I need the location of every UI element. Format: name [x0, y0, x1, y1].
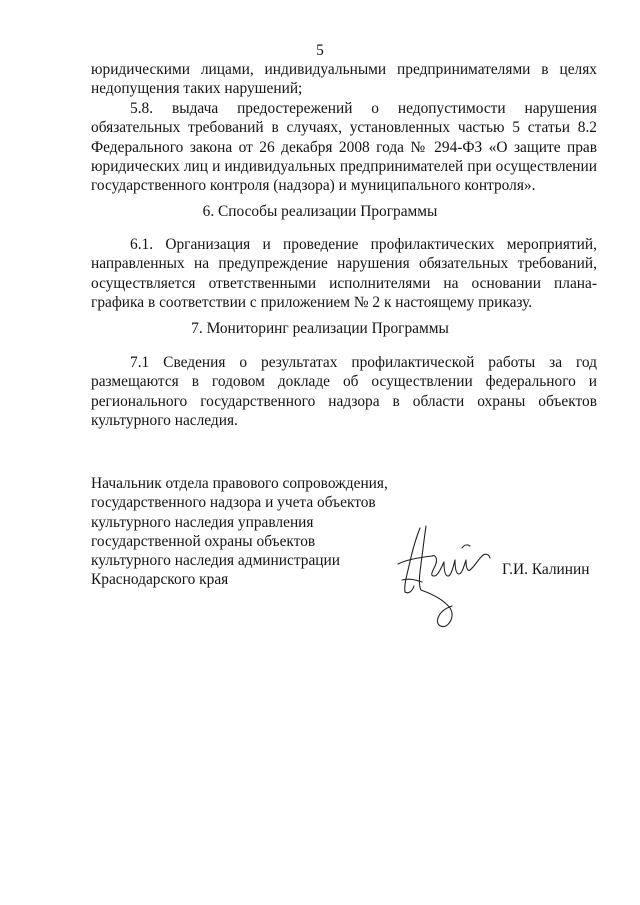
- signatory-title-line: культурного наследия администрации: [91, 552, 340, 570]
- signatory-title-line: Краснодарского края: [91, 571, 229, 589]
- handwritten-signature: [392, 520, 494, 632]
- paragraph-5-8: 5.8. выдача предостережений о недопустимости нарушения обязательных требований в случаях, установленных частью 5 статьи 8.2 Федерального закона от 26 декабря 2008 года № 294-ФЗ «О защите прав юридических лиц и индивидуальных предпринимателей при осуществлении государственного контроля (надзора) и муниципального контроля».: [91, 100, 597, 195]
- signatory-title-line: государственной охраны объектов: [91, 532, 316, 550]
- section-7-heading: 7. Мониторинг реализации Программы: [191, 320, 449, 337]
- paragraph-continuation: юридическими лицами, индивидуальными предпринимателями в целях недопущения таких нарушений;: [91, 61, 597, 98]
- signatory-title: [91, 474, 411, 590]
- signatory-title-line: Начальник отдела правового сопровождения,: [91, 475, 388, 492]
- signatory-name: Г.И. Калинин: [502, 561, 590, 578]
- section-6-heading: 6. Способы реализации Программы: [202, 203, 438, 220]
- paragraph-6-1: 6.1. Организация и проведение профилактических мероприятий, направленных на предупреждение нарушения обязательных требований, осуществляется ответственными исполнителями на основании плана-графика в соответствии с приложением № 2 к настоящему приказу.: [91, 236, 597, 311]
- signatory-title-line: культурного наследия управления: [91, 513, 314, 531]
- paragraph-7-1: 7.1 Сведения о результатах профилактической работы за год размещаются в годовом докладе об осуществлении федерального и регионального государственного надзора в области охраны объектов культурного наследия.: [91, 354, 597, 429]
- page-number: 5: [316, 42, 324, 59]
- signatory-title-line: государственного надзора и учета объектов: [91, 494, 376, 512]
